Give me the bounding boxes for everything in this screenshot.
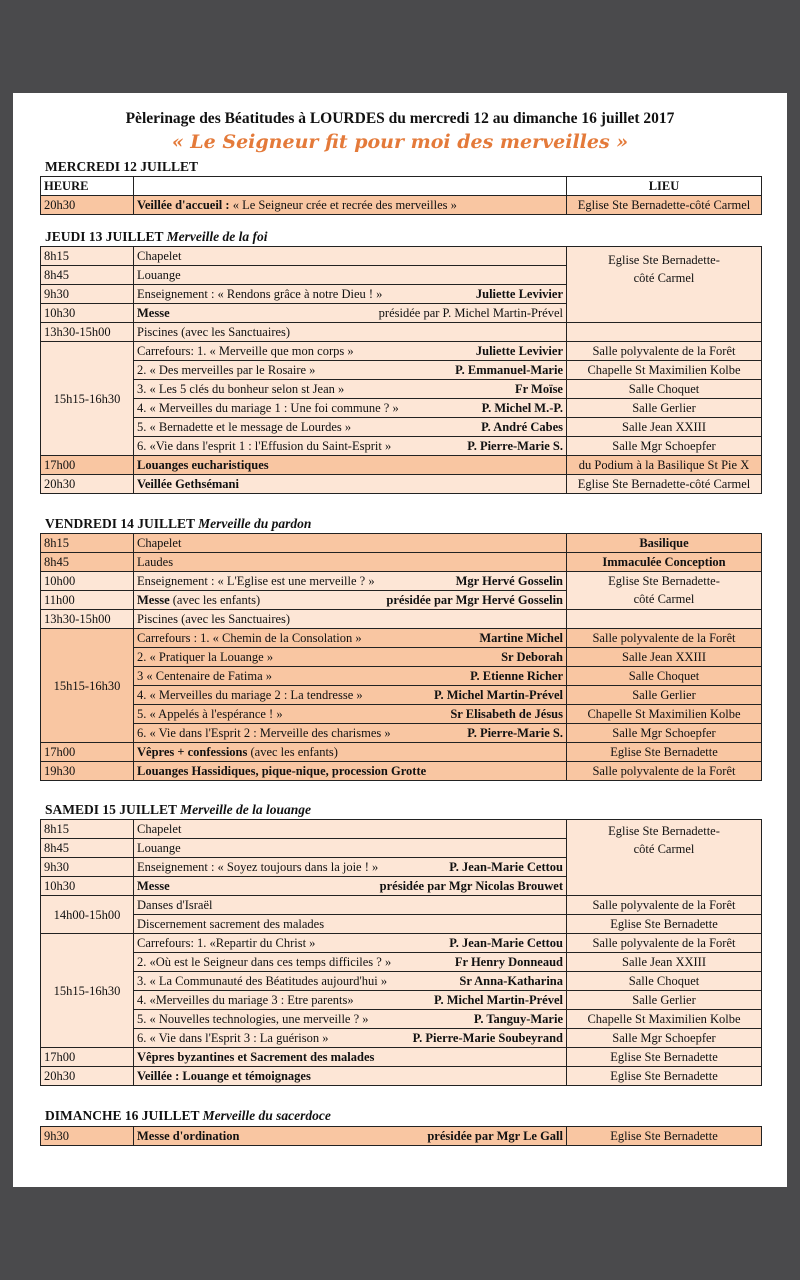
schedule-table-thursday <box>40 246 762 494</box>
table-row: 3 « Centenaire de Fatima » P. Etienne Richer Salle Choquet <box>41 667 762 686</box>
table-row: 8h15 Chapelet Eglise Ste Bernadette- côté Carmel <box>41 820 762 839</box>
table-row: 17h00 Vêpres + confessions (avec les enfants) Eglise Ste Bernadette <box>41 743 762 762</box>
table-row: 20h30 Veillée : Louange et témoignages Eglise Ste Bernadette <box>41 1067 762 1086</box>
table-row: 15h15-16h30 Carrefours: 1. «Repartir du Christ » P. Jean-Marie Cettou Salle polyvalente de la Forêt <box>41 934 762 953</box>
day-heading: JEUDI 13 JUILLET Merveille de la foi <box>45 229 268 244</box>
schedule-table-sunday <box>40 1126 762 1146</box>
schedule-table-friday <box>40 533 762 781</box>
table-row: 5. « Nouvelles technologies, une merveille ? » P. Tanguy-Marie Chapelle St Maximilien Kolbe <box>41 1010 762 1029</box>
table-row: 2. «Où est le Seigneur dans ces temps difficiles ? » Fr Henry Donneaud Salle Jean XXIII <box>41 953 762 972</box>
table-row: 13h30-15h00 Piscines (avec les Sanctuaires) <box>41 323 762 342</box>
table-row: 15h15-16h30 Carrefours : 1. « Chemin de la Consolation » Martine Michel Salle polyvalente de la Forêt <box>41 629 762 648</box>
table-row: 4. « Merveilles du mariage 2 : La tendresse » P. Michel Martin-Prével Salle Gerlier <box>41 686 762 705</box>
table-row: 6. « Vie dans l'Esprit 2 : Merveille des charismes » P. Pierre-Marie S. Salle Mgr Schoepfer <box>41 724 762 743</box>
schedule-table-wednesday <box>40 176 762 215</box>
table-row: 5. « Appelés à l'espérance ! » Sr Elisabeth de Jésus Chapelle St Maximilien Kolbe <box>41 705 762 724</box>
table-row: 17h00 Louanges eucharistiques du Podium à la Basilique St Pie X <box>41 456 762 475</box>
table-row: 15h15-16h30 Carrefours: 1. « Merveille que mon corps » Juliette Levivier Salle polyvalente de la Forêt <box>41 342 762 361</box>
table-row: Discernement sacrement des malades Eglise Ste Bernadette <box>41 915 762 934</box>
table-row: 4. « Merveilles du mariage 1 : Une foi commune ? » P. Michel M.-P. Salle Gerlier <box>41 399 762 418</box>
table-row: 9h30 Enseignement : « Soyez toujours dans la joie ! » P. Jean-Marie Cettou <box>41 858 762 877</box>
page-title: Pèlerinage des Béatitudes à LOURDES du mercredi 12 au dimanche 16 juillet 2017 <box>125 110 675 127</box>
table-row: 4. «Merveilles du mariage 3 : Etre parents» P. Michel Martin-Prével Salle Gerlier <box>41 991 762 1010</box>
table-row: 8h15 Chapelet Basilique <box>41 534 762 553</box>
table-row: 6. « Vie dans l'Esprit 3 : La guérison » P. Pierre-Marie Soubeyrand Salle Mgr Schoepfer <box>41 1029 762 1048</box>
day-heading: DIMANCHE 16 JUILLET Merveille du sacerdoce <box>45 1108 331 1123</box>
table-row: 2. « Des merveilles par le Rosaire » P. Emmanuel-Marie Chapelle St Maximilien Kolbe <box>41 361 762 380</box>
page-subtitle: « Le Seigneur fit pour moi des merveilles » <box>171 131 629 153</box>
schedule-table-saturday <box>40 819 762 1086</box>
table-row: 9h30 Enseignement : « Rendons grâce à notre Dieu ! » Juliette Levivier <box>41 285 762 304</box>
table-row: 10h00 Enseignement : « L'Eglise est une merveille ? » Mgr Hervé Gosselin Eglise Ste Bernadette- côté Carmel <box>41 572 762 591</box>
table-row: 3. « Les 5 clés du bonheur selon st Jean » Fr Moïse Salle Choquet <box>41 380 762 399</box>
table-row: 3. « La Communauté des Béatitudes aujourd'hui » Sr Anna-Katharina Salle Choquet <box>41 972 762 991</box>
table-row: 9h30 Messe d'ordination présidée par Mgr Le Gall Eglise Ste Bernadette <box>41 1127 762 1146</box>
table-row: 11h00 Messe (avec les enfants) présidée par Mgr Hervé Gosselin <box>41 591 762 610</box>
table-row: 13h30-15h00 Piscines (avec les Sanctuaires) <box>41 610 762 629</box>
table-row: 20h30 Veillée Gethsémani Eglise Ste Bernadette-côté Carmel <box>41 475 762 494</box>
header-lieu: LIEU <box>567 177 762 196</box>
day-heading: SAMEDI 15 JUILLET Merveille de la louange <box>45 802 312 817</box>
day-heading: VENDREDI 14 JUILLET Merveille du pardon <box>45 516 312 531</box>
table-row: 2. « Pratiquer la Louange » Sr Deborah Salle Jean XXIII <box>41 648 762 667</box>
table-row: 8h15 Chapelet Eglise Ste Bernadette- côté Carmel <box>41 247 762 266</box>
table-row: 10h30 Messe présidée par Mgr Nicolas Brouwet <box>41 877 762 896</box>
table-row: 14h00-15h00 Danses d'Israël Salle polyvalente de la Forêt <box>41 896 762 915</box>
table-row: 8h45 Laudes Immaculée Conception <box>41 553 762 572</box>
header-heure: HEURE <box>41 177 134 196</box>
table-row: 17h00 Vêpres byzantines et Sacrement des malades Eglise Ste Bernadette <box>41 1048 762 1067</box>
table-row: 8h45 Louange <box>41 266 762 285</box>
table-row: 20h30 Veillée d'accueil : « Le Seigneur crée et recrée des merveilles » Eglise Ste Bernadette-côté Carmel <box>41 196 762 215</box>
table-row: 5. « Bernadette et le message de Lourdes » P. André Cabes Salle Jean XXIII <box>41 418 762 437</box>
schedule-page <box>13 93 787 1187</box>
day-heading: MERCREDI 12 JUILLET <box>45 159 199 174</box>
table-row: 8h45 Louange <box>41 839 762 858</box>
table-row: 19h30 Louanges Hassidiques, pique-nique, procession Grotte Salle polyvalente de la Forêt <box>41 762 762 781</box>
table-row: 6. «Vie dans l'esprit 1 : l'Effusion du Saint-Esprit » P. Pierre-Marie S. Salle Mgr Schoepfer <box>41 437 762 456</box>
table-row: 10h30 Messe présidée par P. Michel Martin-Prével <box>41 304 762 323</box>
